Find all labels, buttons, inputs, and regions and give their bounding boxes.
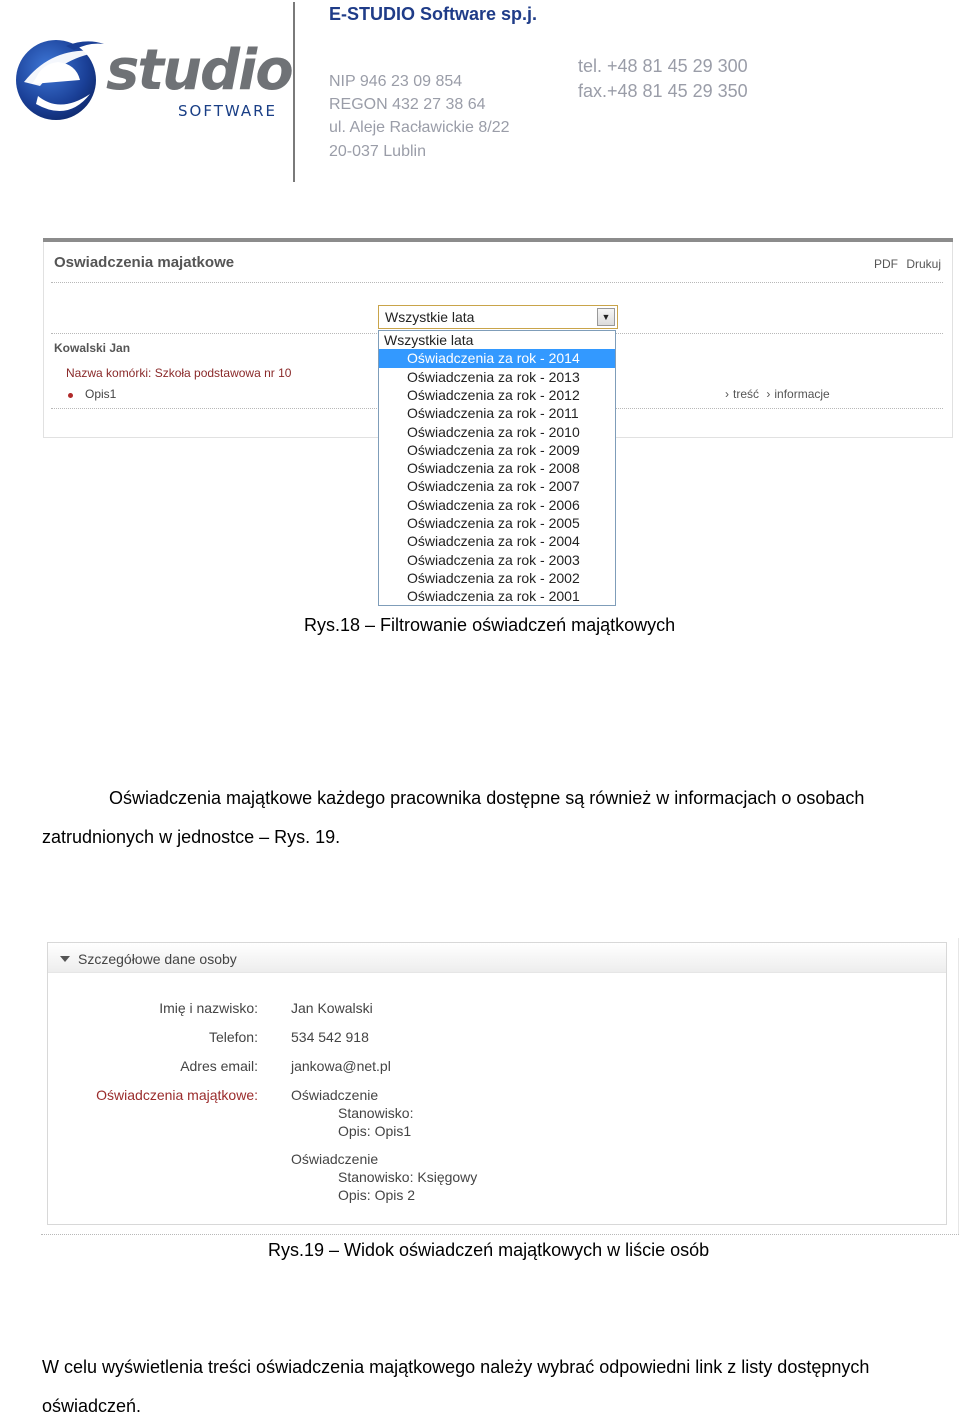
figure-18-screenshot xyxy=(43,238,953,611)
company-nip: NIP 946 23 09 854 xyxy=(329,73,463,90)
bullet-icon xyxy=(68,393,73,398)
company-regon: REGON 432 27 38 64 xyxy=(329,96,486,113)
year-option[interactable]: Oświadczenia za rok - 2006 xyxy=(407,496,580,513)
declaration-2-description: Opis: Opis 2 xyxy=(338,1187,416,1203)
year-option[interactable]: Wszystkie lata xyxy=(384,332,474,348)
declaration-2-link[interactable]: Oświadczenie xyxy=(291,1151,379,1167)
year-filter-value: Wszystkie lata xyxy=(385,309,475,325)
chevron-right-icon: › xyxy=(766,387,771,401)
declaration-link[interactable]: Opis1 xyxy=(85,387,117,401)
paragraph-2-line-1: W celu wyświetlenia treści oświadczenia majątkowego należy wybrać odpowiedni link z listy dostępnych xyxy=(42,1357,870,1377)
year-option[interactable]: Oświadczenia za rok - 2013 xyxy=(407,368,580,385)
year-option[interactable]: Oświadczenia za rok - 2008 xyxy=(407,460,580,477)
year-option[interactable]: Oświadczenia za rok - 2003 xyxy=(407,551,580,568)
paragraph-1-line-2: zatrudnionych w jednostce – Rys. 19. xyxy=(42,827,341,847)
year-filter-select[interactable] xyxy=(378,305,618,329)
paragraph-1-line-1: Oświadczenia majątkowe każdego pracownika dostępne są również w informacjach o osobach xyxy=(109,788,865,808)
year-option[interactable]: Oświadczenia za rok - 2012 xyxy=(407,386,580,403)
figure-18-caption: Rys.18 – Filtrowanie oświadczeń majątkowych xyxy=(304,615,676,635)
year-option[interactable]: Oświadczenia za rok - 2014 xyxy=(379,349,615,367)
company-name: E-STUDIO Software sp.j. xyxy=(329,4,538,24)
name-label: Imię i nazwisko: xyxy=(159,1000,258,1016)
person-details-panel xyxy=(47,942,947,1225)
company-street: ul. Aleje Racławickie 8/22 xyxy=(329,119,510,136)
info-link[interactable]: informacje xyxy=(774,387,830,401)
panel-actions xyxy=(869,257,941,271)
year-option[interactable]: Oświadczenia za rok - 2007 xyxy=(407,478,580,495)
chevron-right-icon: › xyxy=(725,387,729,401)
email-value: jankowa@net.pl xyxy=(291,1058,391,1074)
phone-label: Telefon: xyxy=(208,1029,258,1045)
year-option[interactable]: Oświadczenia za rok - 2009 xyxy=(407,441,580,458)
company-logo xyxy=(14,34,292,124)
logo-subtitle: SOFTWARE xyxy=(178,102,278,120)
section-header[interactable] xyxy=(48,943,946,973)
print-link[interactable]: Drukuj xyxy=(906,257,941,271)
company-fax: fax.+48 81 45 29 350 xyxy=(578,81,748,101)
person-name: Kowalski Jan xyxy=(54,341,131,355)
declarations-label: Oświadczenia majątkowe: xyxy=(96,1087,258,1103)
year-option[interactable]: Oświadczenia za rok - 2005 xyxy=(407,515,580,531)
year-filter-dropdown xyxy=(378,330,616,606)
divider-line xyxy=(51,282,943,283)
view-links xyxy=(725,387,834,401)
year-option[interactable]: Oświadczenia za rok - 2004 xyxy=(407,533,580,550)
phone-value: 534 542 918 xyxy=(291,1029,369,1045)
declaration-1-position: Stanowisko: xyxy=(338,1105,414,1121)
cell-name-info: Nazwa komórki: Szkoła podstawowa nr 10 xyxy=(66,366,292,380)
content-link[interactable]: treść xyxy=(733,387,760,401)
figure-19-screenshot xyxy=(41,938,959,1237)
declaration-1-description: Opis: Opis1 xyxy=(338,1123,412,1139)
logo-e-swoosh-icon xyxy=(14,34,106,124)
company-city: 20-037 Lublin xyxy=(329,143,426,160)
divider-line xyxy=(41,1234,959,1235)
company-phone: tel. +48 81 45 29 300 xyxy=(578,56,748,76)
year-option[interactable]: Oświadczenia za rok - 2010 xyxy=(407,423,580,440)
declaration-1-link[interactable]: Oświadczenie xyxy=(291,1087,379,1103)
paragraph-1 xyxy=(42,779,960,857)
collapse-triangle-icon[interactable] xyxy=(60,956,70,962)
year-option[interactable]: Oświadczenia za rok - 2002 xyxy=(407,569,580,586)
header-divider xyxy=(293,2,295,182)
panel-title: Oswiadczenia majatkowe xyxy=(54,254,235,271)
year-option[interactable]: Oświadczenia za rok - 2001 xyxy=(407,588,580,605)
email-label: Adres email: xyxy=(180,1058,258,1074)
logo-wordmark: studio xyxy=(106,38,292,103)
name-value: Jan Kowalski xyxy=(291,1000,373,1016)
pdf-link[interactable]: PDF xyxy=(873,257,898,271)
paragraph-2-line-2: oświadczeń. xyxy=(42,1396,142,1416)
chevron-down-icon[interactable]: ▼ xyxy=(597,308,615,326)
section-title: Szczegółowe dane osoby xyxy=(78,951,237,967)
figure-19-caption: Rys.19 – Widok oświadczeń majątkowych w liście osób xyxy=(268,1240,710,1260)
year-option[interactable]: Oświadczenia za rok - 2011 xyxy=(407,405,579,422)
paragraph-2 xyxy=(42,1348,960,1416)
declaration-2-position: Stanowisko: Księgowy xyxy=(338,1169,478,1185)
